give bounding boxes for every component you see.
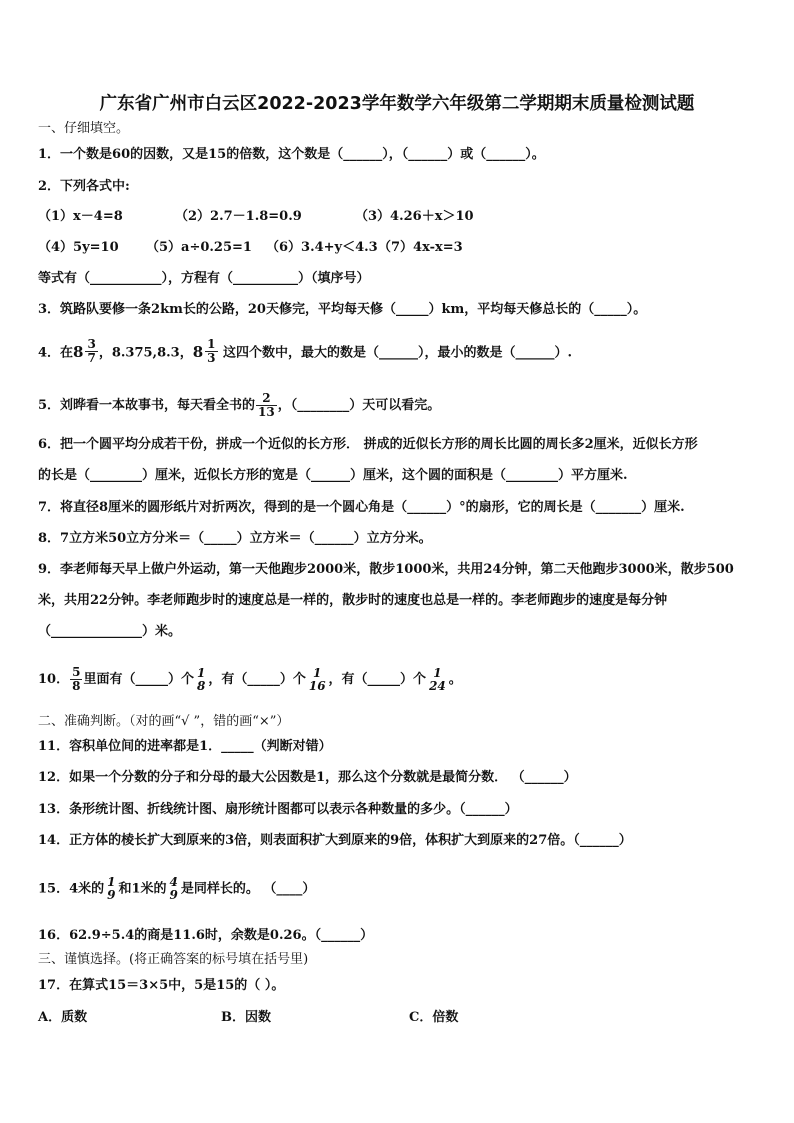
fraction: $\frac{2}{13}$ bbox=[258, 391, 275, 419]
question-9-line-3: （______________）米。 bbox=[38, 624, 182, 639]
question-9-line-1: 9．李老师每天早上做户外运动，第一天他跑步2000米，散步1000米，共用24分钟，第二天他跑步3000米，散步500 bbox=[38, 562, 734, 577]
fraction-1-8: 1 8 bbox=[196, 665, 206, 693]
question-1: 1．一个数是60的因数，又是15的倍数，这个数是（______），（______）或（______）。 bbox=[38, 147, 545, 162]
option-5: （5）a÷0.25=1 bbox=[146, 240, 252, 255]
question-2: 2．下列各式中: bbox=[38, 179, 130, 194]
question-2-row-1 bbox=[38, 208, 474, 226]
question-17-options bbox=[38, 1009, 458, 1027]
fraction-1-16: 1 16 bbox=[308, 665, 326, 693]
question-13: 13．条形统计图、折线统计图、扇形统计图都可以表示各种数量的多少。（______） bbox=[38, 802, 518, 817]
section-heading-judgment: 二、准确判断。（对的画“√ ”，错的画“×”） bbox=[38, 714, 290, 729]
question-9-line-2: 米，共用22分钟。李老师跑步时的速度总是一样的，散步时的速度也总是一样的。李老师跑步的速度是每分钟 bbox=[38, 593, 668, 608]
option-c: C．倍数 bbox=[409, 1010, 459, 1025]
fraction-4-9: 4 9 bbox=[169, 875, 178, 902]
option-1: （1）x－4=8 bbox=[38, 209, 123, 224]
option-2: （2）2.7－1.8=0.9 bbox=[175, 209, 302, 224]
option-7: （7）4x-x=3 bbox=[378, 240, 463, 255]
question-6-line-2: 的长是（________）厘米，近似长方形的宽是（______）厘米，这个圆的面积是（________）平方厘米. bbox=[38, 468, 628, 483]
mixed-number-1: 8 3 7 bbox=[73, 337, 96, 365]
option-b: B．因数 bbox=[221, 1010, 271, 1025]
fraction-1-9: 1 9 bbox=[107, 875, 116, 902]
question-2-row-2 bbox=[38, 239, 463, 257]
question-17: 17．在算式15＝3×5中，5是15的（ ）。 bbox=[38, 978, 285, 993]
fraction-5-8: $\frac{5}{8}$ bbox=[72, 665, 81, 693]
question-14: 14．正方体的棱长扩大到原来的3倍，则表面积扩大到原来的9倍，体积扩大到原来的27倍。（______） bbox=[38, 833, 632, 848]
section-heading-choice: 三、谨慎选择。(将正确答案的标号填在括号里) bbox=[38, 952, 309, 967]
question-12: 12．如果一个分数的分子和分母的最大公因数是1，那么这个分数就是最简分数． （______） bbox=[38, 770, 577, 785]
question-15: 15．4米的 1 9 和1米的 4 9 是同样长的。 （____） bbox=[38, 875, 316, 902]
question-7: 7．将直径8厘米的圆形纸片对折两次，得到的是一个圆心角是（______）°的扇形，它的周长是（_______）厘米. bbox=[38, 500, 685, 515]
question-4: 4．在 8 3 7 ，8.375,8.3， 8 1 3 这四个数中，最大的数是（______），最小的数是（______）. bbox=[38, 337, 573, 365]
mixed-number-2: 8 1 3 bbox=[192, 337, 216, 365]
question-10: 10． $\frac{5}{8}$ 里面有（_____）个 1 8 ，有（_____）个 1 16 ，有（_____）个 1 24 。 bbox=[38, 665, 462, 693]
page-title: 广东省广州市白云区2022-2023学年数学六年级第二学期期末质量检测试题 bbox=[99, 94, 695, 114]
question-6-line-1: 6．把一个圆平均分成若干份，拼成一个近似的长方形． 拼成的近似长方形的周长比圆的周长多2厘米，近似长方形 bbox=[38, 437, 698, 452]
option-4: （4）5y=10 bbox=[38, 240, 119, 255]
question-5: 5．刘晔看一本故事书，每天看全书的 $\frac{2}{13}$ ，（________）天可以看完。 bbox=[38, 391, 441, 419]
fraction-1-24: 1 24 bbox=[429, 665, 446, 693]
option-3: （3）4.26＋x＞10 bbox=[355, 209, 474, 224]
question-2-answer: 等式有（___________），方程有（__________）（填序号） bbox=[38, 271, 370, 286]
question-8: 8．7立方米50立方分米＝（_____）立方米＝（______）立方分米。 bbox=[38, 531, 432, 546]
question-16: 16．62.9÷5.4的商是11.6时，余数是0.26。（______） bbox=[38, 928, 374, 943]
question-3: 3．筑路队要修一条2km长的公路，20天修完，平均每天修（_____）km，平均每天修总长的（_____）。 bbox=[38, 302, 647, 317]
option-6: （6）3.4+y＜4.3 bbox=[266, 240, 378, 255]
option-a: A．质数 bbox=[38, 1010, 88, 1025]
section-heading-fill-blank: 一、仔细填空。 bbox=[38, 121, 130, 136]
question-11: 11．容积单位间的进率都是1．_____（判断对错） bbox=[38, 739, 332, 754]
